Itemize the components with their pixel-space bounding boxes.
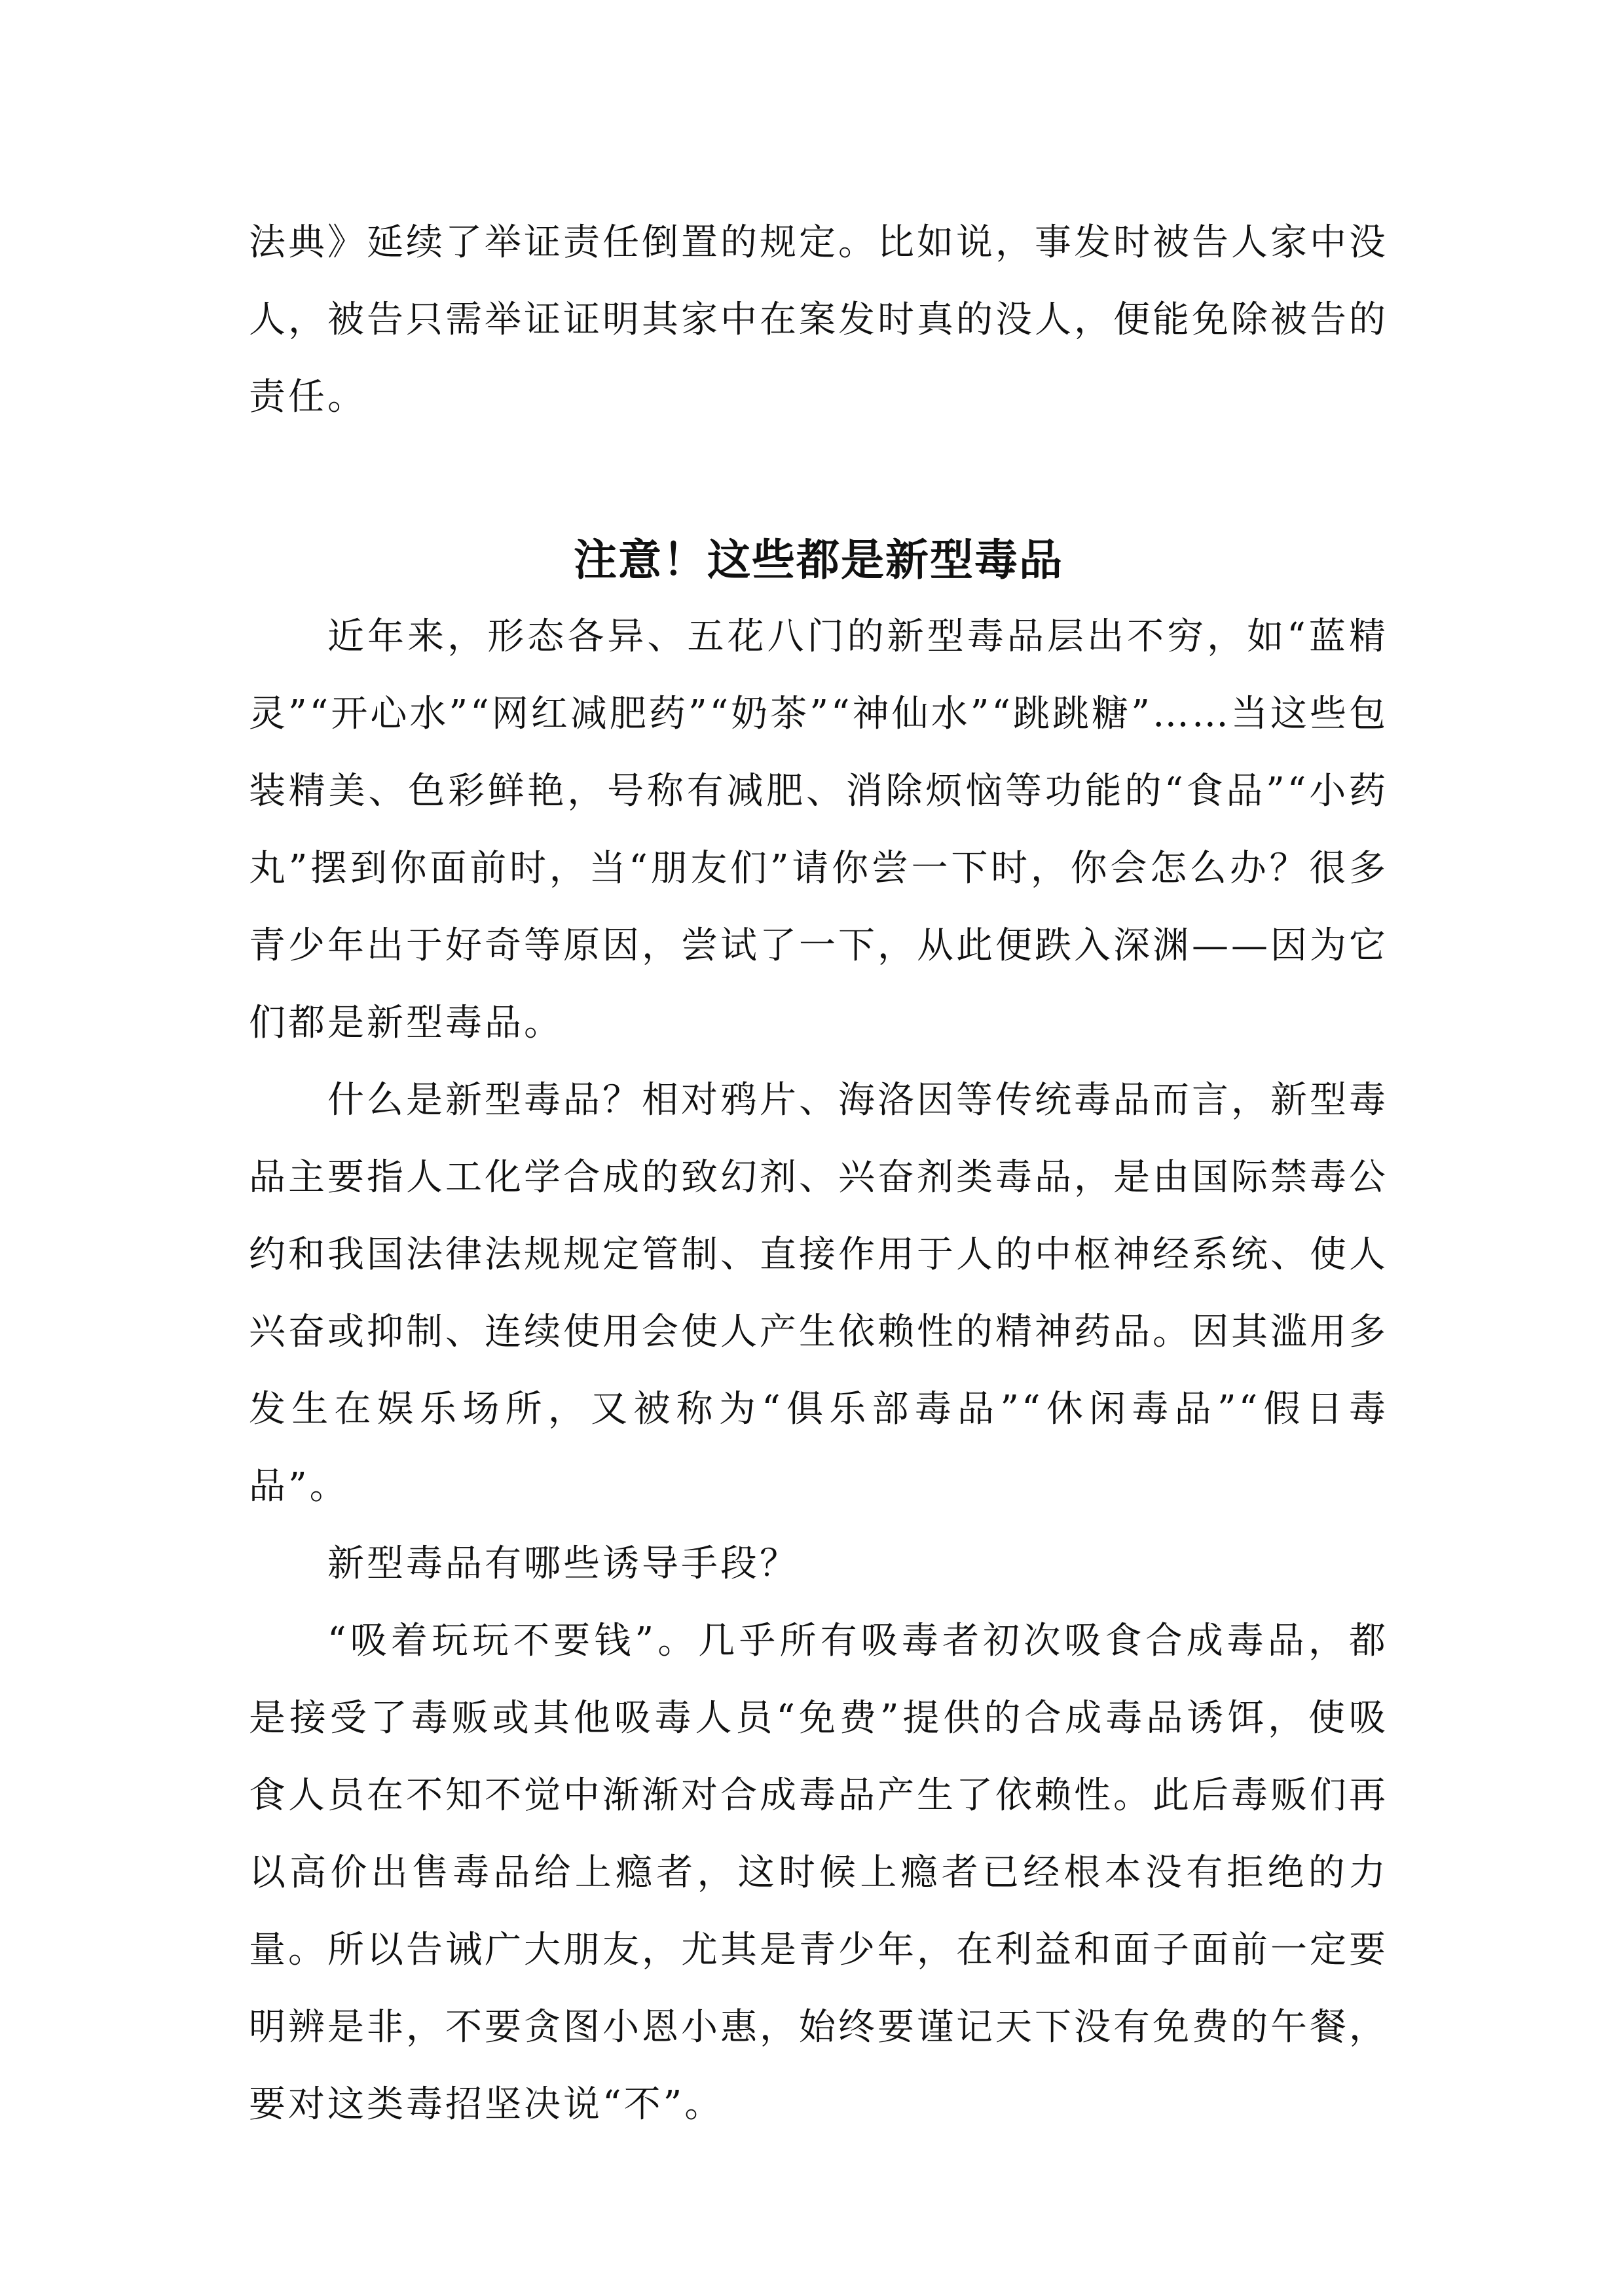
- article-paragraph: 近年来，形态各异、五花八门的新型毒品层出不穷，如“蓝精灵”“开心水”“网红减肥药”“奶茶”“神仙水”“跳跳糖”……当这些包装精美、色彩鲜艳，号称有减肥、消除烦恼等功能的“食品”“小药丸”摆到你面前时，当“朋友们”请你尝一下时，你会怎么办？很多青少年出于好奇等原因，尝试了一下，从此便跌入深渊——因为它们都是新型毒品。: [249, 615, 1388, 1044]
- section-gap: [249, 436, 1388, 522]
- article-title: 注意！这些都是新型毒品: [574, 535, 1063, 585]
- article-paragraph: 新型毒品有哪些诱导手段？: [327, 1542, 799, 1585]
- document-page: [249, 204, 1388, 2143]
- article-paragraph: “吸着玩玩不要钱”。几乎所有吸毒者初次吸食合成毒品，都是接受了毒贩或其他吸毒人员“免费”提供的合成毒品诱饵，使吸食人员在不知不觉中渐渐对合成毒品产生了依赖性。此后毒贩们再以高价出售毒品给上瘾者，这时候上瘾者已经根本没有拒绝的力量。所以告诫广大朋友，尤其是青少年，在利益和面子面前一定要明辨是非，不要贪图小恩小惠，始终要谨记天下没有免费的午餐，要对这类毒招坚决说“不”。: [249, 1620, 1388, 2126]
- intro-paragraph: 法典》延续了举证责任倒置的规定。比如说，事发时被告人家中没人，被告只需举证证明其家中在案发时真的没人，便能免除被告的责任。: [249, 221, 1388, 418]
- article-paragraph: 什么是新型毒品？相对鸦片、海洛因等传统毒品而言，新型毒品主要指人工化学合成的致幻剂、兴奋剂类毒品，是由国际禁毒公约和我国法律法规规定管制、直接作用于人的中枢神经系统、使人兴奋或抑制、连续使用会使人产生依赖性的精神药品。因其滥用多发生在娱乐场所，又被称为“俱乐部毒品”“休闲毒品”“假日毒品”。: [249, 1079, 1388, 1508]
